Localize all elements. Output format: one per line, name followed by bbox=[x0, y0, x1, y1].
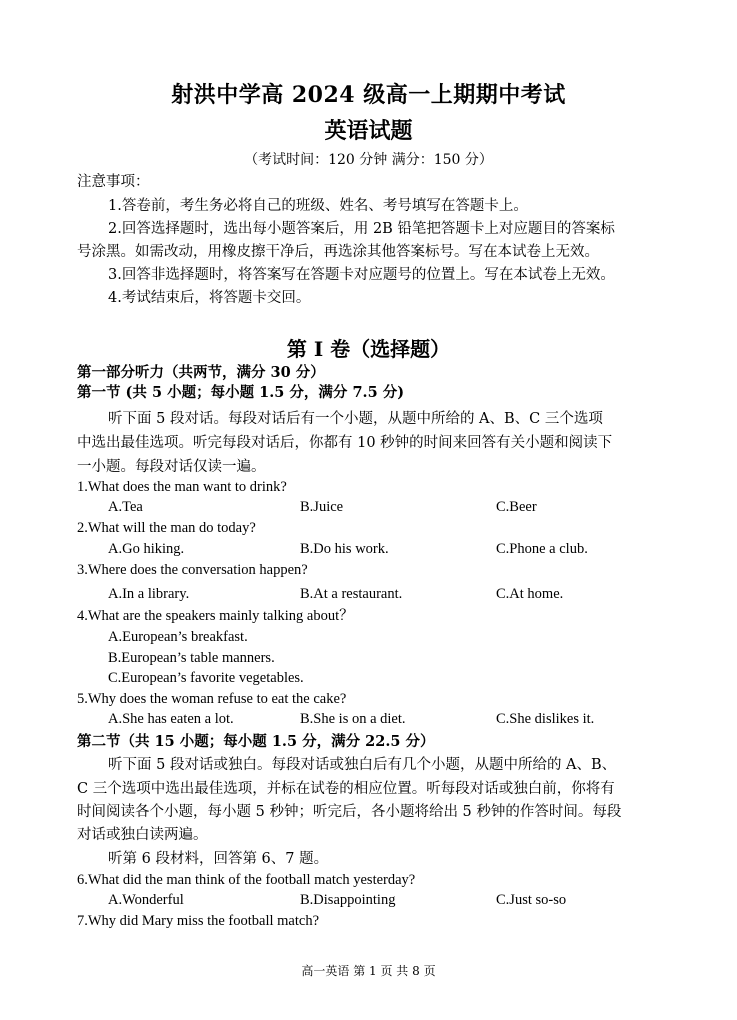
question-6-option-b: B.Disappointing bbox=[300, 892, 396, 908]
question-6-option-a: A.Wonderful bbox=[108, 892, 184, 908]
question-3-option-a: A.In a library. bbox=[108, 586, 190, 602]
note-item-3: 3.回答非选择题时，将答案写在答题卡对应题号的位置上。写在本试卷上无效。 bbox=[108, 267, 615, 283]
question-1-option-c: C.Beer bbox=[496, 499, 537, 515]
material-6-instruction: 听第 6 段材料，回答第 6、7 题。 bbox=[108, 851, 329, 867]
question-2-option-b: B.Do his work. bbox=[300, 541, 389, 557]
question-3-option-c: C.At home. bbox=[496, 586, 564, 602]
section-2-instruction-line-3: 时间阅读各个小题，每小题 5 秒钟；听完后，各小题将给出 5 秒钟的作答时间。每段 bbox=[77, 804, 622, 820]
question-1-option-b: B.Juice bbox=[300, 499, 344, 515]
question-6-stem: 6.What did the man think of the football match yesterday? bbox=[77, 872, 416, 888]
section-2-instruction-line-4: 对话或独白读两遍。 bbox=[77, 827, 208, 843]
exam-subject: 英语试题 bbox=[324, 118, 413, 144]
note-item-4: 4.考试结束后，将答题卡交回。 bbox=[108, 290, 311, 306]
section-2-instruction-line-2: C 三个选项中选出最佳选项，并标在试卷的相应位置。听每段对话或独白前，你将有 bbox=[77, 781, 615, 797]
listening-section-heading: 第一部分听力（共两节，满分 30 分） bbox=[77, 364, 325, 381]
question-3-option-b: B.At a restaurant. bbox=[300, 586, 403, 602]
exam-title: 射洪中学高 2024 级高一上期期中考试 bbox=[171, 82, 566, 108]
exam-info: （考试时间：120 分钟 满分：150 分） bbox=[244, 152, 493, 168]
question-1-stem: 1.What does the man want to drink? bbox=[77, 479, 287, 495]
question-2-stem: 2.What will the man do today? bbox=[77, 520, 256, 536]
question-5-option-a: A.She has eaten a lot. bbox=[108, 711, 234, 727]
part-title: 第 I 卷（选择题） bbox=[286, 337, 451, 361]
question-5-option-c: C.She dislikes it. bbox=[496, 711, 595, 727]
section-1-instruction-line-3: 一小题。每段对话仅读一遍。 bbox=[77, 459, 266, 475]
section-1-instruction-line-1: 听下面 5 段对话。每段对话后有一个小题，从题中所给的 A、B、C 三个选项 bbox=[108, 411, 603, 427]
question-5-option-b: B.She is on a diet. bbox=[300, 711, 406, 727]
question-1-option-a: A.Tea bbox=[108, 499, 143, 515]
question-6-option-c: C.Just so-so bbox=[496, 892, 567, 908]
question-4-option-a: A.European’s breakfast. bbox=[108, 629, 248, 645]
question-3-stem: 3.Where does the conversation happen? bbox=[77, 562, 308, 578]
page-footer: 高一英语 第 1 页 共 8 页 bbox=[301, 964, 436, 978]
notes-heading: 注意事项： bbox=[77, 174, 150, 190]
note-item-2-line-2: 号涂黑。如需改动，用橡皮擦干净后，再选涂其他答案标号。写在本试卷上无效。 bbox=[77, 244, 599, 260]
question-4-option-c: C.European’s favorite vegetables. bbox=[108, 670, 304, 686]
question-5-stem: 5.Why does the woman refuse to eat the cake? bbox=[77, 691, 347, 707]
question-4-stem: 4.What are the speakers mainly talking about？ bbox=[77, 608, 354, 624]
question-7-stem: 7.Why did Mary miss the football match? bbox=[77, 913, 320, 929]
question-4-option-b: B.European’s table manners. bbox=[108, 650, 275, 666]
section-1-instruction-line-2: 中选出最佳选项。听完每段对话后，你都有 10 秒钟的时间来回答有关小题和阅读下 bbox=[77, 435, 613, 451]
section-2-instruction-line-1: 听下面 5 段对话或独白。每段对话或独白后有几个小题，从题中所给的 A、B、 bbox=[108, 757, 617, 773]
note-item-1: 1.答卷前，考生务必将自己的班级、姓名、考号填写在答题卡上。 bbox=[108, 198, 528, 214]
question-2-option-a: A.Go hiking. bbox=[108, 541, 185, 557]
section-2-heading: 第二节（共 15 小题；每小题 1.5 分，满分 22.5 分） bbox=[77, 733, 435, 750]
section-1-heading: 第一节 (共 5 小题；每小题 1.5 分，满分 7.5 分) bbox=[77, 384, 405, 401]
note-item-2-line-1: 2.回答选择题时，选出每小题答案后，用 2B 铅笔把答题卡上对应题目的答案标 bbox=[108, 221, 615, 237]
question-2-option-c: C.Phone a club. bbox=[496, 541, 588, 557]
